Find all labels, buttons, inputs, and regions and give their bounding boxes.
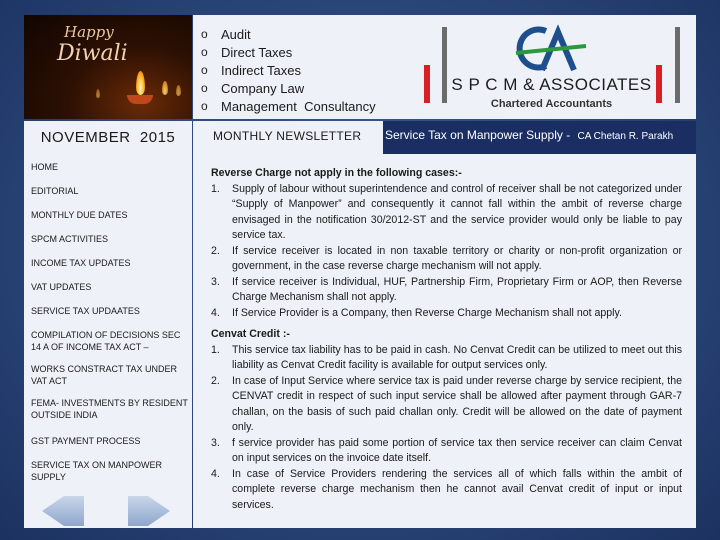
- services-list: [193, 15, 407, 119]
- list-item-text: If Service Provider is a Company, then Reverse Charge Mechanism shall not apply.: [232, 306, 622, 319]
- sidebar-item-service-tax-manpower[interactable]: SERVICE TAX ON MANPOWER SUPPLY: [31, 460, 163, 482]
- service-label: Management Consultancy: [221, 98, 376, 114]
- list-bullet: o: [201, 99, 208, 113]
- right-arrow-icon[interactable]: [124, 494, 176, 528]
- list-item-text: In case of Service Providers rendering the services all of which falls within the ambit of complete reverse charge mechanism then he cannot avail Cenvat credit of input or input services.: [232, 467, 682, 511]
- lamp-flame-icon: [96, 89, 100, 98]
- sidebar-item-fema-investments[interactable]: FEMA- INVESTMENTS BY RESIDENT OUTSIDE INDIA: [31, 398, 188, 420]
- list-item: 2. If service receiver is located in non taxable territory or charity or non-profit organization or government, in the case reverse charge mechanism will not apply.: [211, 244, 682, 275]
- list-item-text: This service tax liability has to be paid in cash. No Cenvat Credit can be utilized to meet out this liability as Cenvat Credit facility is available for output services only.: [232, 343, 682, 371]
- lamp-flame-icon: [162, 81, 168, 95]
- section-heading-cenvat-credit: Cenvat Credit :-: [211, 328, 290, 340]
- lamp-flame-icon: [136, 71, 145, 95]
- sidebar-item-income-tax-updates[interactable]: INCOME TAX UPDATES: [31, 258, 131, 268]
- sidebar-item-compilation-decisions[interactable]: COMPILATION OF DECISIONS SEC 14 A OF INCOME TAX ACT –: [31, 330, 181, 352]
- firm-logo-panel: [407, 15, 696, 119]
- list-item: 3. f service provider has paid some portion of service tax then service receiver can claim Cenvat on input services on the invoice date itself.: [211, 436, 682, 467]
- list-bullet: o: [201, 45, 208, 59]
- article-content: [193, 154, 696, 528]
- list-item-text: f service provider has paid some portion of service tax then service receiver can claim Cenvat on input services on the invoice date itself.: [232, 436, 682, 464]
- sidebar-item-vat-updates[interactable]: VAT UPDATES: [31, 282, 92, 292]
- list-item: 1. Supply of labour without superintendence and control of receiver shall be not categorized under “Supply of Manpower” and consequently it cannot fall within the ambit of reverse charge envisaged in the notification 30/2012-ST and the service provider would only be liable to pay service tax.: [211, 182, 682, 244]
- list-item: 1. This service tax liability has to be paid in cash. No Cenvat Credit can be utilized to meet out this liability as Cenvat Credit facility is available for output services only.: [211, 343, 682, 374]
- left-arrow-icon[interactable]: [36, 494, 88, 528]
- firm-subtitle: Chartered Accountants: [490, 98, 613, 110]
- list-bullet: o: [201, 27, 208, 41]
- list-item-text: If service receiver is Individual, HUF, Partnership Firm, Proprietary Firm or AOP, then Reverse Charge Mechanism shall not apply.: [232, 275, 682, 303]
- service-label: Company Law: [221, 80, 305, 96]
- list-bullet: o: [201, 81, 208, 95]
- list-item: 2. In case of Input Service where service tax is paid under reverse charge by service recipient, the CENVAT credit in respect of such input service shall be allowed after payment through GAR-7 challan, on the basis of such paid challan only. Credit will be allowed on the date of payment only.: [211, 374, 682, 436]
- sidebar-item-editorial[interactable]: EDITORIAL: [31, 186, 79, 196]
- sidebar-item-works-contract-tax[interactable]: WORKS CONSTRACT TAX UNDER VAT ACT: [31, 364, 178, 386]
- list-bullet: o: [201, 63, 208, 77]
- banner-greeting-line1: Happy: [64, 23, 114, 41]
- service-label: Direct Taxes: [221, 44, 293, 60]
- lamp-flame-icon: [176, 85, 181, 96]
- sidebar-item-monthly-due-dates[interactable]: MONTHLY DUE DATES: [31, 210, 128, 220]
- diya-lamp-icon: [127, 95, 153, 104]
- list-item: 3. If service receiver is Individual, HUF, Partnership Firm, Proprietary Firm or AOP, then Reverse Charge Mechanism shall not apply.: [211, 275, 682, 306]
- cenvat-credit-list: [211, 343, 682, 514]
- sidebar-item-home[interactable]: HOME: [31, 162, 58, 172]
- list-item-text: Supply of labour without superintendence and control of receiver shall be not categorized under “Supply of Manpower” and consequently it cannot fall within the ambit of reverse charge envisaged in the notification 30/2012-ST and the service provider would only be liable to pay service tax.: [232, 182, 682, 241]
- service-item: [201, 25, 407, 43]
- sidebar-item-spcm-activities[interactable]: SPCM ACTIVITIES: [31, 234, 109, 244]
- service-label: Indirect Taxes: [221, 62, 301, 78]
- service-item: [201, 43, 407, 61]
- firm-name: S P C M & ASSOCIATES: [451, 75, 652, 94]
- list-item-text: If service receiver is located in non taxable territory or charity or non-profit organization or government, in the case reverse charge mechanism will not apply.: [232, 244, 682, 272]
- service-item: [201, 79, 407, 97]
- article-title: Service Tax on Manpower Supply -: [385, 128, 571, 142]
- reverse-charge-list: [211, 182, 682, 322]
- list-item: 4. If Service Provider is a Company, then Reverse Charge Mechanism shall not apply.: [211, 306, 682, 322]
- list-item-text: In case of Input Service where service tax is paid under reverse charge by service recipient, the CENVAT credit in respect of such input service shall be allowed after payment through GAR-7 challan, on the basis of such paid challan only. Credit will be allowed on the date of payment only.: [232, 374, 682, 433]
- service-item: [201, 61, 407, 79]
- list-item: 4. In case of Service Providers rendering the services all of which falls within the ambit of complete reverse charge mechanism then he cannot avail Cenvat credit of input or input services.: [211, 467, 682, 514]
- newsletter-label: MONTHLY NEWSLETTER: [193, 121, 383, 154]
- sidebar-nav: [24, 154, 192, 528]
- service-item: [201, 97, 407, 115]
- banner-greeting-line2: Diwali: [57, 41, 128, 66]
- ca-logo-icon: [506, 22, 590, 80]
- article-author: CA Chetan R. Parakh: [577, 131, 674, 142]
- slide-navigation: [24, 494, 192, 528]
- article-topic: [383, 121, 696, 154]
- sidebar-item-service-tax-updates[interactable]: SERVICE TAX UPDAATES: [31, 306, 140, 316]
- sidebar-item-gst-payment[interactable]: GST PAYMENT PROCESS: [31, 436, 141, 446]
- section-heading-reverse-charge: Reverse Charge not apply in the following cases:-: [211, 167, 462, 179]
- diwali-banner: [24, 15, 192, 119]
- issue-month: NOVEMBER 2015: [24, 121, 192, 154]
- service-label: Audit: [221, 26, 251, 42]
